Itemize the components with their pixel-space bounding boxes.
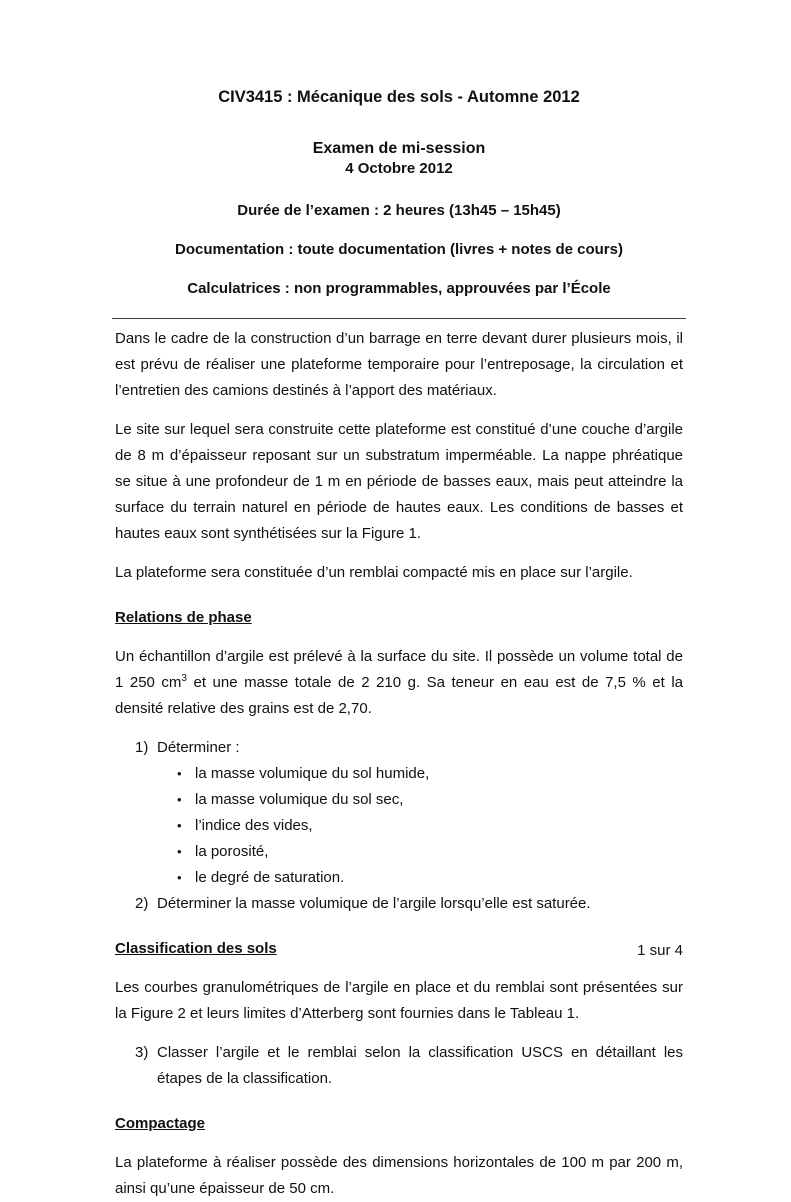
bullet-icon: • [177, 844, 182, 859]
question-2-text: Déterminer la masse volumique de l’argile lorsqu’elle est saturée. [157, 895, 591, 912]
phase-paragraph [115, 644, 683, 722]
intro-paragraph-3: La plateforme sera constituée d’un remblai compacté mis en place sur l’argile. [115, 564, 633, 581]
intro-paragraph-1: Dans le cadre de la construction d’un barrage en terre devant durer plusieurs mois, il est prévu de réaliser une plateforme temporaire pour l’entreposage, la circulation et l’entretien des camions destinés à l’apport des matériaux. [115, 330, 683, 399]
question-1-text: Déterminer : [157, 739, 240, 756]
exam-header [115, 86, 683, 299]
list-item [115, 865, 683, 891]
section-heading-classification-des-sols: Classification des sols [115, 940, 277, 957]
bullet-text: la porosité, [195, 843, 269, 860]
section-heading-relations-de-phase: Relations de phase [115, 609, 252, 626]
section-heading-compactage: Compactage [115, 1115, 206, 1132]
exam-subtitle: Examen de mi-session [312, 140, 486, 157]
exam-documentation: Documentation : toute documentation (livres + notes de cours) [175, 241, 623, 258]
bullet-icon: • [177, 766, 182, 781]
exam-body [115, 326, 683, 1202]
intro-paragraph-2: Le site sur lequel sera construite cette plateforme est constitué d’une couche d’argile de 8 m d’épaisseur reposant sur un substratum imperméable. La nappe phréatique se situe à une profondeur de 1 m en période de basses eaux, mais peut atteindre la surface du terrain naturel en période de hautes eaux. Les conditions de basses et hautes eaux sont synthétisées sur la Figure 1. [115, 421, 683, 542]
question-1-number: 1) [135, 739, 149, 756]
list-item [115, 839, 683, 865]
question-3-number: 3) [135, 1044, 149, 1061]
compaction-paragraph: La plateforme à réaliser possède des dimensions horizontales de 100 m par 200 m, ainsi qu’une épaisseur de 50 cm. [115, 1154, 683, 1197]
superscript-exponent: 3 [181, 673, 187, 684]
document-title: CIV3415 : Mécanique des sols - Automne 2012 [218, 88, 580, 106]
classification-paragraph: Les courbes granulométriques de l’argile en place et du remblai sont présentées sur la Figure 2 et leurs limites d’Atterberg sont fournies dans le Tableau 1. [115, 979, 683, 1022]
question-3 [115, 1040, 683, 1092]
header-divider [112, 318, 686, 319]
phase-paragraph-text: Un échantillon d’argile est prélevé à la surface du site. Il possède un volume total de 1 250 cm [115, 648, 683, 691]
question-2-number: 2) [135, 895, 149, 912]
bullet-text: l’indice des vides, [195, 817, 313, 834]
phase-paragraph-text-continued: et une masse totale de 2 210 g. Sa teneur en eau est de 7,5 % et la densité relative des grains est de 2,70. [115, 674, 684, 717]
bullet-text: la masse volumique du sol sec, [195, 791, 404, 808]
exam-date: 4 Octobre 2012 [345, 160, 453, 177]
exam-duration: Durée de l’examen : 2 heures (13h45 – 15h45) [237, 202, 561, 219]
page-number: 1 sur 4 [637, 942, 683, 959]
bullet-text: le degré de saturation. [195, 869, 345, 886]
bullet-icon: • [177, 870, 182, 885]
bullet-icon: • [177, 818, 182, 833]
bullet-text: la masse volumique du sol humide, [195, 765, 430, 782]
exam-calculators: Calculatrices : non programmables, approuvées par l’École [187, 280, 611, 297]
list-item [115, 761, 683, 787]
question-1 [115, 735, 683, 761]
list-item [115, 787, 683, 813]
list-item [115, 813, 683, 839]
question-3-text: Classer l’argile et le remblai selon la classification USCS en détaillant les étapes de la classification. [157, 1044, 683, 1087]
bullet-icon: • [177, 792, 182, 807]
question-2 [115, 891, 683, 917]
